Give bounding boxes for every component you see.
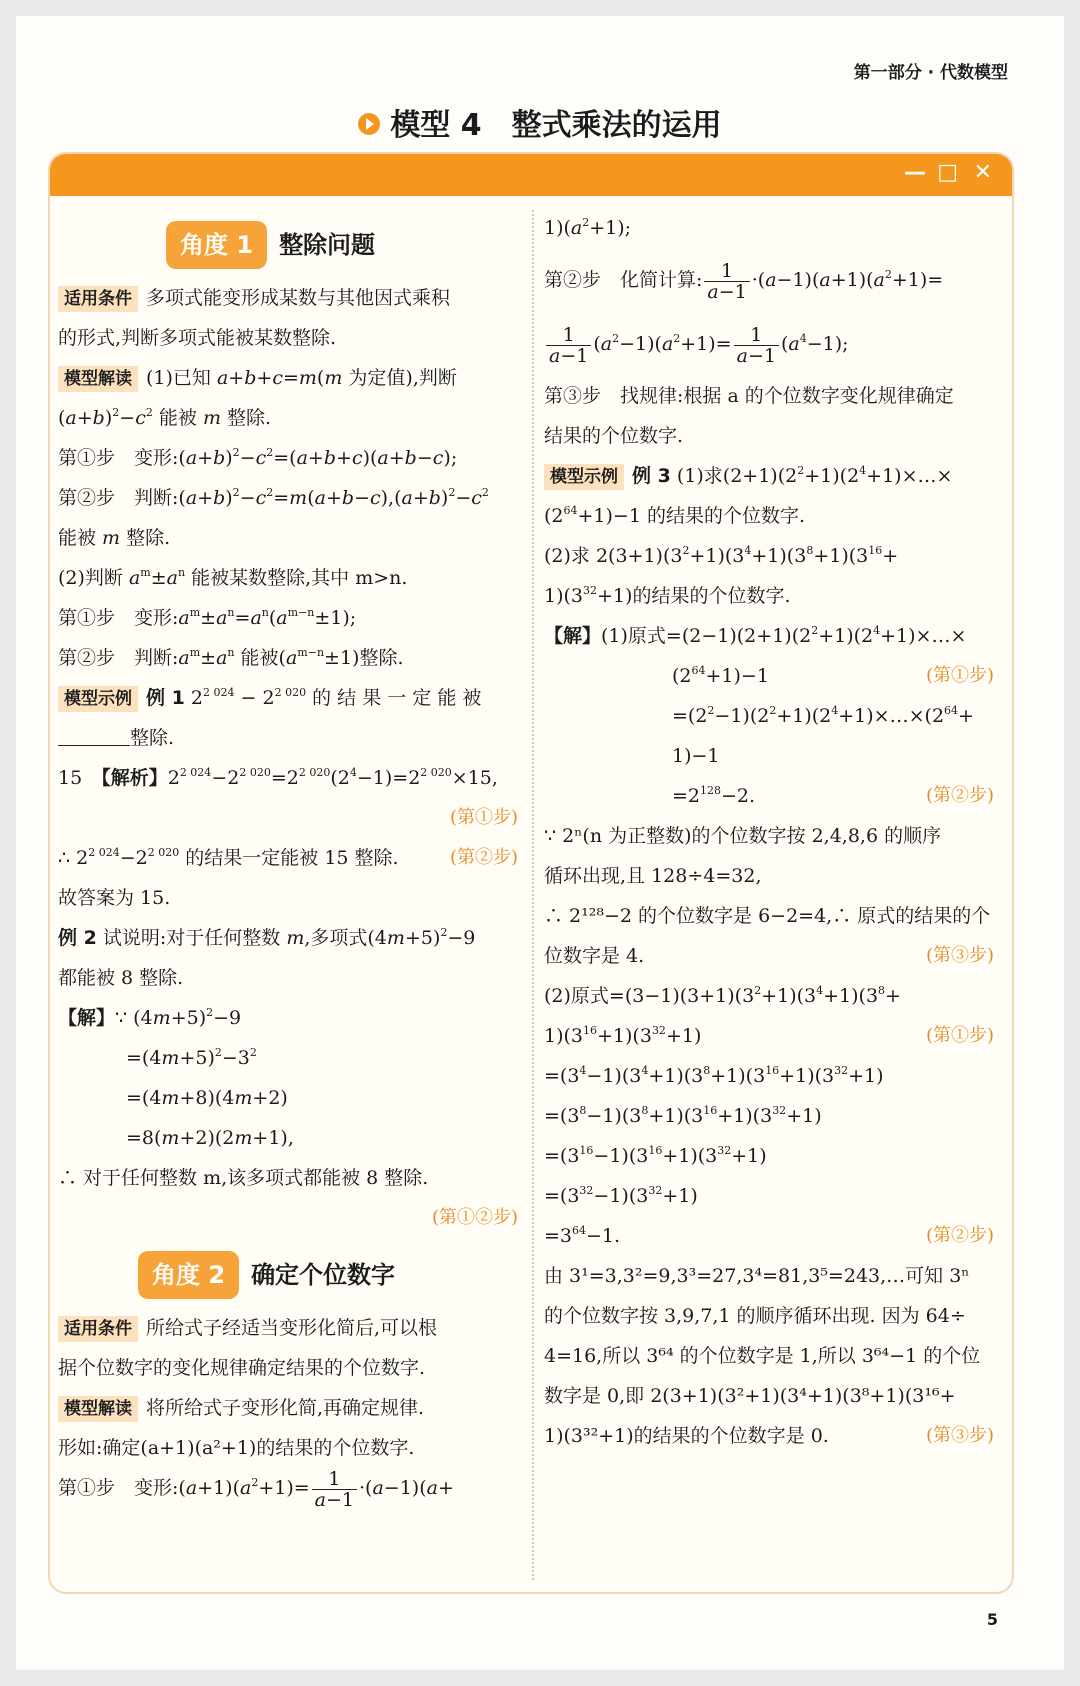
left-column: 角度 1 整除问题 适用条件 多项式能变形成某数与其他因式乘积 的形式,判断多项式能被某数整除. 模型解读 (1)已知 a+b+c=m(m 为定值),判断 $(a+b)^2-c^2$ 能被 m 整除. 第①步 变形$:(a+b)^2-c^2=(a+b+c)(a+b-c)$; 第②步 判断$:(a+b)^2-c^2=m(a+b-c),(a+b)^2-c^2$ 能被 m 整除. (2)判断 $a^m\pm a^n$ 能被某数整除,其中 m>n. 第①步 变形$:a^m\pm a^n=a^n(a^{m-n}\pm 1)$; 第②步 判断$:a^m\pm a^n$ 能被$(a^{m-n}\pm 1)$整除. 模型示例 例 1 $2^{2 024} - 2^{2 020}$ 的 结 果 一 定 能 被 整除. 15 【解析】$2^{2 024}-2^{2 020}=2^{2 020}(2^4-1)=2^{2 020}\times 15$, (第①步) ∴ $2^{2 024}-2^{2 020}$ 的结果一定能被 15 整除. (第②步) 故答案为 15. 例 2 试说明:对于任何整数 m,多项式$(4m+5)^2-9$ 都能被 8 整除. 【解】∵ $(4m+5)^2-9$ $=(4m+5)^2-3^2$ =(4m+8)(4m+2) =8(m+2)(2m+1), ∴ 对于任何整数 m,该多项式都能被 8 整除. (第①②步) 角度 2 确定个位数字 适用条件 所给式子经适当变形化简后,可以根 据个位数字的变化规律确定结果的个位数字. 模型解读 将所给式子变形化简,再确定规律. 形如:确定(a+1)(a²+1)的结果的个位数字. 第①步 变形$:(a+1)(a^2+1)=$ $\frac{1}{a-1}$ ·(a−1)(a+ xyxy=(58,208,518,1516)
text-line: 的个位数字按 3,9,7,1 的顺序循环出现. 因为 64÷ xyxy=(544,1305,966,1327)
text-line: 形如:确定(a+1)(a²+1)的结果的个位数字. xyxy=(58,1437,415,1459)
minimize-icon[interactable]: — xyxy=(904,160,926,185)
text-line: 数字是 0,即 2(3+1)(3²+1)(3⁴+1)(3⁸+1)(3¹⁶+ xyxy=(544,1385,956,1407)
solve-tag: 【解】 xyxy=(544,625,602,647)
interpret-tag: 模型解读 xyxy=(58,1396,138,1422)
text-span: (2)判断 xyxy=(58,567,123,589)
solve-tag: 【解】 xyxy=(58,1007,116,1029)
interpret-tag: 模型解读 xyxy=(58,366,138,392)
text-line: 据个位数字的变化规律确定结果的个位数字. xyxy=(58,1357,426,1379)
step-marker: (第①②步) xyxy=(431,1207,518,1228)
text-span: 1)(3³²+1)的结果的个位数字是 0. xyxy=(544,1425,829,1447)
window-title-bar xyxy=(50,154,1012,196)
text-span: 的结果的个位数字. xyxy=(632,585,791,607)
analysis-tag: 【解析】 xyxy=(101,767,168,789)
step-marker: (第①步) xyxy=(449,807,518,828)
condition-tag: 适用条件 xyxy=(58,1316,138,1342)
text-line: 都能被 8 整除. xyxy=(58,967,184,989)
text-line: 故答案为 15. xyxy=(58,887,171,909)
text-span: 将所给式子变形化简,再确定规律. xyxy=(146,1397,425,1419)
step-label: 第①步 变形: xyxy=(58,607,179,629)
text-line: 由 3¹=3,3²=9,3³=27,3⁴=81,3⁵=243,…可知 3ⁿ xyxy=(544,1265,970,1287)
example-label: 例 3 xyxy=(632,465,671,487)
example-tag: 模型示例 xyxy=(544,464,624,490)
example-label: 例 1 xyxy=(146,687,185,709)
running-header: 第一部分 · 代数模型 xyxy=(853,63,1008,83)
step-label: 第②步 化简计算: xyxy=(544,269,703,291)
answer-blank[interactable] xyxy=(58,726,130,746)
angle1-heading xyxy=(58,212,518,278)
angle2-heading xyxy=(58,1242,518,1308)
text-line: 结果的个位数字. xyxy=(544,425,684,447)
step-marker: (第②步) xyxy=(925,785,994,806)
step-marker: (第①步) xyxy=(925,1025,994,1046)
text-span: 的结果一定能被 15 整除. xyxy=(185,847,399,869)
step-label: 第①步 变形: xyxy=(58,1477,179,1499)
text-line: ∴ 对于任何整数 m,该多项式都能被 8 整除. xyxy=(58,1167,429,1189)
maximize-icon[interactable]: □ xyxy=(937,160,958,185)
content-window xyxy=(48,152,1014,1594)
step-marker: (第②步) xyxy=(449,847,518,868)
text-line: 4=16,所以 3⁶⁴ 的个位数字是 1,所以 3⁶⁴−1 的个位 xyxy=(544,1345,981,1367)
step-marker: (第①步) xyxy=(925,665,994,686)
step-label: 第②步 判断: xyxy=(58,647,179,669)
step-marker: (第②步) xyxy=(925,1225,994,1246)
step-label: 第①步 变形: xyxy=(58,447,179,469)
example-tag: 模型示例 xyxy=(58,686,138,712)
text-line: ∴ 2¹²⁸−2 的个位数字是 6−2=4,∴ 原式的结果的个 xyxy=(544,905,991,927)
example-label: 例 2 xyxy=(58,927,97,949)
step-marker: (第③步) xyxy=(925,945,994,966)
angle1-label: 角度 1 xyxy=(166,221,267,269)
model-title: 整式乘法的运用 xyxy=(511,108,722,143)
text-span: 能被某数整除,其中 m>n. xyxy=(191,567,408,589)
angle1-title: 整除问题 xyxy=(279,231,376,259)
text-line: 的形式,判断多项式能被某数整除. xyxy=(58,327,337,349)
text-span: 所给式子经适当变形化简后,可以根 xyxy=(146,1317,438,1339)
close-icon[interactable]: ✕ xyxy=(973,160,992,185)
right-column: $1)(a^2+1)$; 第②步 化简计算: $\frac{1}{a-1}$ $\cdot(a-1)(a+1)(a^2+1)=$ $\frac{1}{a-1}$ $(a^2-1)(a^2+1)=$ $\frac{1}{a-1}$ $(a^4-1)$; 第③步 找规律:根据 a 的个位数字变化规律确定 结果的个位数字. 模型示例 例 3 (1)求$(2+1)(2^2+1)(2^4+1)\times\dots\times$ $(2^{64}+1)-1$ 的结果的个位数字. (2)求 $2(3+1)(3^2+1)(3^4+1)(3^8+1)(3^{16}+$ $1)(3^{32}+1)$的结果的个位数字. 【解】(1)原式$=(2-1)(2+1)(2^2+1)(2^4+1)\times\dots\times$ $(2^{64}+1)-1$ (第①步) $=(2^2-1)(2^2+1)(2^4+1)\times\dots\times(2^{64}+$ 1)−1 $=2^{128}-2$. (第②步) ∵ 2ⁿ(n 为正整数)的个位数字按 2,4,8,6 的顺序 循环出现,且 128÷4=32, ∴ 2¹²⁸−2 的个位数字是 6−2=4,∴ 原式的结果的个 位数字是 4. (第③步) (2)原式$=(3-1)(3+1)(3^2+1)(3^4+1)(3^8+$ $1)(3^{16}+1)(3^{32}+1)$ (第①步) $=(3^4-1)(3^4+1)(3^8+1)(3^{16}+1)(3^{32}+1)$ $=(3^8-1)(3^8+1)(3^{16}+1)(3^{32}+1)$ $=(3^{16}-1)(3^{16}+1)(3^{32}+1)$ $=(3^{32}-1)(3^{32}+1)$ $=3^{64}-1$. (第②步) 由 3¹=3,3²=9,3³=27,3⁴=81,3⁵=243,…可知 3ⁿ 的个位数字按 3,9,7,1 的顺序循环出现. 因为 64÷ 4=16,所以 3⁶⁴ 的个位数字是 1,所以 3⁶⁴−1 的个位 数字是 0,即 2(3+1)(3²+1)(3⁴+1)(3⁸+1)(3¹⁶+ 1)(3³²+1)的结果的个位数字是 0. (第③步) xyxy=(544,208,994,1456)
column-divider xyxy=(532,210,534,1580)
step-label: 第②步 判断: xyxy=(58,487,179,509)
page-title xyxy=(0,100,1080,144)
page-number: 5 xyxy=(986,1610,998,1629)
text-span: 位数字是 4. xyxy=(544,945,645,967)
text-span: 整除. xyxy=(130,727,175,749)
play-icon xyxy=(358,113,380,135)
text-span: 的 结 果 一 定 能 被 xyxy=(312,687,482,709)
text-line: 第③步 找规律:根据 a 的个位数字变化规律确定 xyxy=(544,385,954,407)
angle2-label: 角度 2 xyxy=(138,1251,239,1299)
text-line: 循环出现,且 128÷4=32, xyxy=(544,865,762,887)
step-marker: (第③步) xyxy=(925,1425,994,1446)
model-number: 模型 4 xyxy=(390,108,482,143)
text-span: 的结果的个位数字. xyxy=(646,505,806,527)
condition-tag: 适用条件 xyxy=(58,286,138,312)
angle2-title: 确定个位数字 xyxy=(251,1261,396,1289)
text-line: 多项式能变形成某数与其他因式乘积 xyxy=(146,287,451,309)
answer-value: 15 xyxy=(58,767,83,789)
text-line: ∵ 2ⁿ(n 为正整数)的个位数字按 2,4,8,6 的顺序 xyxy=(544,825,942,847)
